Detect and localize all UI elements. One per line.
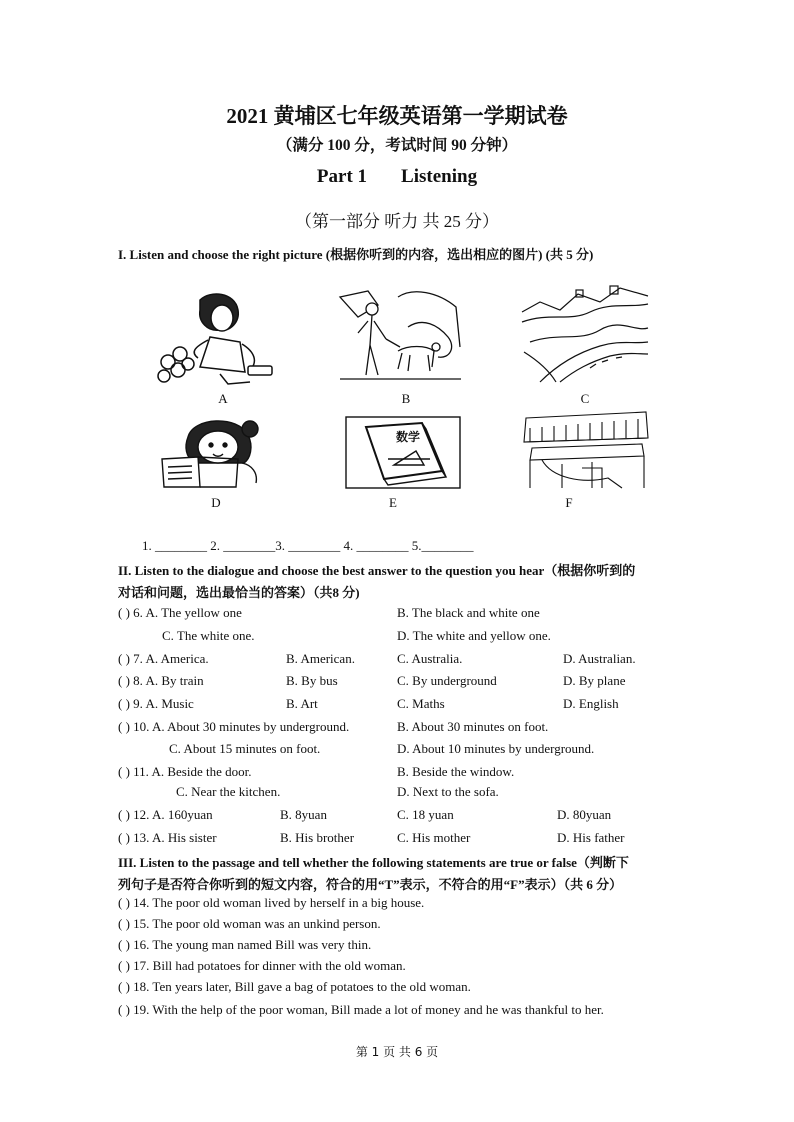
q7-lead: ( ) 7. A. America. bbox=[118, 651, 209, 666]
q8-lead: ( ) 8. A. By train bbox=[118, 673, 204, 688]
great-wall-icon bbox=[520, 282, 650, 384]
q9-option-c: C. Maths bbox=[397, 696, 445, 711]
tf-item-18: ( ) 18. Ten years later, Bill gave a bag of potatoes to the old woman. bbox=[118, 979, 471, 994]
part-subheading: （第一部分 听力 共 25 分） bbox=[295, 212, 499, 231]
q7-option-b: B. American. bbox=[286, 651, 355, 666]
section-3-heading-line-2: 列句子是否符合你听到的短文内容，符合的用“T”表示，不符合的用“F”表示）（共 6 分） bbox=[118, 877, 623, 892]
woman-walking-dog-icon bbox=[338, 287, 463, 387]
q9-option-d: D. English bbox=[563, 696, 619, 711]
q11-option-b: B. Beside the window. bbox=[397, 764, 515, 779]
q13-option-c: C. His mother bbox=[397, 830, 471, 845]
exam-title: 2021 黄埔区七年级英语第一学期试卷 bbox=[226, 104, 568, 128]
q8-option-d: D. By plane bbox=[563, 673, 626, 688]
q6-option-d: D. The white and yellow one. bbox=[397, 628, 551, 643]
q13-option-b: B. His brother bbox=[280, 830, 355, 845]
picture-d-label: D bbox=[211, 495, 221, 510]
q10-option-c: C. About 15 minutes on foot. bbox=[169, 741, 321, 756]
q6-option-c: C. The white one. bbox=[162, 628, 255, 643]
tf-item-17: ( ) 17. Bill had potatoes for dinner with the old woman. bbox=[118, 958, 406, 973]
q11-option-d: D. Next to the sofa. bbox=[397, 784, 499, 799]
q12-lead: ( ) 12. A. 160yuan bbox=[118, 807, 213, 822]
picture-c-label: C bbox=[580, 391, 590, 406]
q7-option-d: D. Australian. bbox=[563, 651, 636, 666]
woman-on-phone-with-flowers-icon bbox=[150, 292, 280, 387]
building-balcony-icon bbox=[522, 408, 650, 490]
q10-option-b: B. About 30 minutes on foot. bbox=[397, 719, 549, 734]
tf-item-16: ( ) 16. The young man named Bill was very thin. bbox=[118, 937, 372, 952]
page-footer: 第 1 页 共 6 页 bbox=[355, 1045, 439, 1059]
q12-option-c: C. 18 yuan bbox=[397, 807, 454, 822]
section-3-heading-line-1: III. Listen to the passage and tell whether the following statements are true or false（判断下 bbox=[118, 855, 629, 870]
q9-option-b: B. Art bbox=[286, 696, 318, 711]
q11-option-c: C. Near the kitchen. bbox=[176, 784, 281, 799]
exam-subtitle: （满分 100 分，考试时间 90 分钟） bbox=[276, 137, 518, 154]
q13-option-d: D. His father bbox=[557, 830, 625, 845]
tf-item-14: ( ) 14. The poor old woman lived by herself in a big house. bbox=[118, 895, 425, 910]
picture-f-label: F bbox=[565, 495, 573, 510]
part-name: Listening bbox=[401, 166, 478, 187]
part-heading bbox=[0, 166, 794, 188]
q10-lead: ( ) 10. A. About 30 minutes by underground. bbox=[118, 719, 350, 734]
q7-option-c: C. Australia. bbox=[397, 651, 463, 666]
picture-b-label: B bbox=[401, 391, 411, 406]
q6-lead: ( ) 6. A. The yellow one bbox=[118, 605, 242, 620]
book-title-text: 数学 bbox=[396, 430, 421, 444]
tf-item-15: ( ) 15. The poor old woman was an unkind person. bbox=[118, 916, 381, 931]
q9-lead: ( ) 9. A. Music bbox=[118, 696, 194, 711]
q8-option-c: C. By underground bbox=[397, 673, 497, 688]
q10-option-d: D. About 10 minutes by underground. bbox=[397, 741, 595, 756]
q8-option-b: B. By bus bbox=[286, 673, 338, 688]
q13-lead: ( ) 13. A. His sister bbox=[118, 830, 217, 845]
tf-item-19: ( ) 19. With the help of the poor woman, Bill made a lot of money and he was thankful to her. bbox=[118, 1002, 604, 1017]
section-2-heading-line-1: II. Listen to the dialogue and choose the best answer to the question you hear（根据你听到的 bbox=[118, 563, 636, 578]
q12-option-d: D. 80yuan bbox=[557, 807, 612, 822]
q11-lead: ( ) 11. A. Beside the door. bbox=[118, 764, 252, 779]
girl-reading-book-icon bbox=[158, 417, 273, 489]
section-1-heading: I. Listen and choose the right picture (根据你听到的内容，选出相应的图片) (共 5 分) bbox=[118, 247, 594, 262]
picture-e-label: E bbox=[389, 495, 397, 510]
section-2-heading-line-2: 对话和问题，选出最恰当的答案）（共8 分) bbox=[118, 585, 360, 600]
maths-book-icon bbox=[344, 415, 462, 490]
q6-option-b: B. The black and white one bbox=[397, 605, 540, 620]
picture-a-label: A bbox=[218, 391, 228, 406]
section-1-answer-line: 1. ________ 2. ________3. ________ 4. ________ 5.________ bbox=[142, 538, 474, 553]
q12-option-b: B. 8yuan bbox=[280, 807, 327, 822]
part-label: Part 1 bbox=[316, 166, 368, 187]
